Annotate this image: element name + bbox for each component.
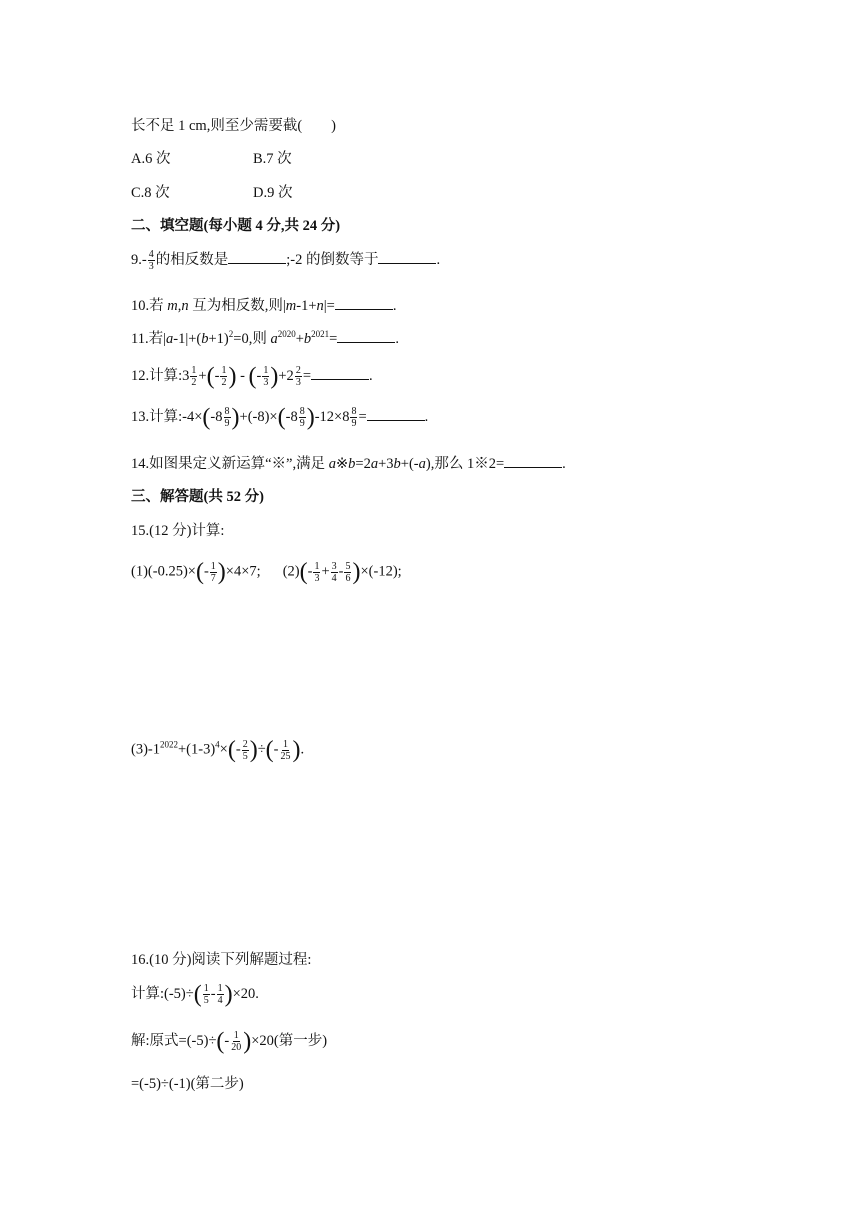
q8-option-a: A.6 次 bbox=[131, 151, 171, 167]
q16-solution-step-1: 解:原式=(-5)÷(- $\frac{1}{20}$ )×20(第一步) bbox=[131, 1028, 328, 1055]
q14-blank bbox=[504, 455, 562, 468]
q15-heading: 15.(12 分)计算: bbox=[131, 523, 225, 539]
q9-blank-1 bbox=[228, 251, 286, 264]
q15-parts-1-2: (1)(-0.25)×(- $\frac{1}{7}$ )×4×7; (2)(- $\frac{1}{3}$ + $\frac{3}{4}$ - $\frac{5}{6}$ )×(-12); bbox=[131, 559, 402, 585]
q9-text-1: 的相反数是 bbox=[155, 252, 229, 268]
q10-blank bbox=[335, 297, 393, 310]
q8-option-d: D.9 次 bbox=[253, 185, 293, 201]
q9-prefix: 9.- bbox=[131, 252, 147, 268]
q11: 11.若$|a-1|+(b+1)^2=0$,则 $a^{2020}+b^{2021}=$ . bbox=[131, 329, 399, 347]
q8-options-row-2 bbox=[131, 181, 292, 202]
q10: 10.若 m,n 互为相反数,则|m-1+n|= . bbox=[131, 298, 397, 314]
q8-options-row-1 bbox=[131, 147, 292, 168]
q9-text-2: ;-2 的倒数等于 bbox=[286, 252, 379, 268]
q9-fraction: $\frac{4}{3}$ bbox=[148, 249, 154, 273]
q12: 12.计算:3 $\frac{1}{2}$ +(- $\frac{1}{2}$ ) - (- $\frac{1}{3}$ )+2 $\frac{2}{3}$ = . bbox=[131, 363, 373, 390]
q9-end: . bbox=[436, 252, 441, 268]
q8-option-c: C.8 次 bbox=[131, 185, 170, 201]
q12-blank bbox=[311, 367, 369, 380]
q8-stem-end: 长不足 1 cm,则至少需要截( ) bbox=[131, 118, 336, 134]
q14: 14.如图果定义新运算“※”,满足 a※b=2a+3b+(-a),那么 1※2= . bbox=[131, 456, 566, 472]
q16-solution-step-2: =(-5)÷(-1)(第二步) bbox=[131, 1076, 244, 1092]
section-3-title: 三、解答题(共 52 分) bbox=[131, 489, 264, 505]
q15-part-3: $(3)-1^{2022}+(1-3)^4\times(-$ $\frac{2}{5}$ )÷(- $\frac{1}{25}$ ). bbox=[131, 737, 305, 763]
q16-calc: 计算:(-5)÷( $\frac{1}{5}$ - $\frac{1}{4}$ )×20. bbox=[131, 981, 259, 1008]
section-2-title: 二、填空题(每小题 4 分,共 24 分) bbox=[131, 218, 341, 234]
q11-blank bbox=[337, 330, 395, 343]
q9 bbox=[131, 248, 440, 272]
q13-blank bbox=[367, 408, 425, 421]
q16-heading: 16.(10 分)阅读下列解题过程: bbox=[131, 952, 312, 968]
q13: 13.计算:-4×(-8 $\frac{8}{9}$ )+(-8)×(-8 $\frac{8}{9}$ )-12×8 $\frac{8}{9}$ = . bbox=[131, 404, 429, 431]
q8-option-b: B.7 次 bbox=[253, 151, 292, 167]
q9-blank-2 bbox=[378, 251, 436, 264]
